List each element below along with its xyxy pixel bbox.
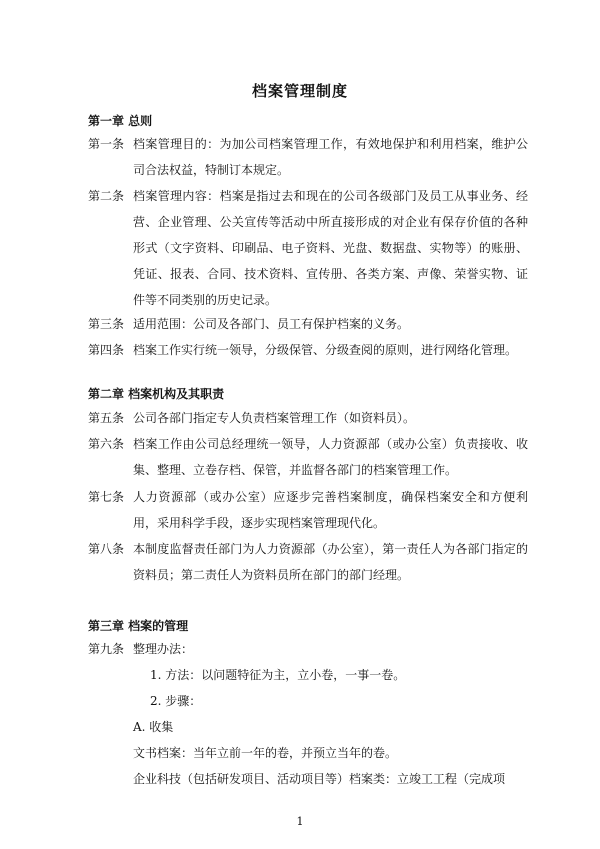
article bbox=[88, 536, 528, 588]
article-number: 第六条 bbox=[88, 437, 125, 451]
list-item: 企业科技（包括研发项目、活动项目等）档案类：立竣工工程（完成项 bbox=[133, 772, 506, 786]
article bbox=[88, 636, 528, 662]
article-text: 公司各部门指定专人负责档案管理工作（如资料员）。 bbox=[133, 411, 416, 425]
article-number: 第九条 bbox=[88, 642, 125, 656]
article-number: 第八条 bbox=[88, 542, 125, 556]
article-text: 整理办法： bbox=[133, 642, 194, 656]
chapter-heading: 第二章 档案机构及其职责 bbox=[88, 387, 225, 401]
article-number: 第五条 bbox=[88, 411, 125, 425]
article bbox=[88, 337, 528, 363]
article-text: 人力资源部（或办公室）应逐步完善档案制度，确保档案安全和方便利用，采用科学手段，逐步实现档案管理现代化。 bbox=[133, 490, 528, 530]
article bbox=[88, 431, 528, 483]
article bbox=[88, 311, 528, 337]
list-item: 2. 步骤： bbox=[150, 694, 202, 708]
article bbox=[88, 484, 528, 536]
article-number: 第一条 bbox=[88, 137, 125, 151]
article-number: 第二条 bbox=[88, 189, 125, 203]
article-text: 适用范围：公司及各部门、员工有保护档案的义务。 bbox=[133, 317, 410, 331]
article-number: 第七条 bbox=[88, 490, 125, 504]
article-text: 档案管理内容：档案是指过去和现在的公司各级部门及员工从事业务、经营、企业管理、公关宣传等活动中所直接形成的对企业有保存价值的各种形式（文字资料、印刷品、电子资料、光盘、数据盘、实物等）的账册、凭证、报表、合同、技术资料、宣传册、各类方案、声像、荣誉实物、证件等不同类别的历史记录。 bbox=[133, 189, 528, 307]
article-text: 档案工作实行统一领导，分级保管、分级查阅的原则，进行网络化管理。 bbox=[133, 343, 518, 357]
article bbox=[88, 183, 528, 313]
article bbox=[88, 131, 528, 183]
article-number: 第三条 bbox=[88, 317, 125, 331]
page-number: 1 bbox=[296, 815, 304, 828]
article bbox=[88, 405, 528, 431]
page-title: 档案管理制度 bbox=[251, 82, 348, 100]
list-item: 文书档案：当年立前一年的卷，并预立当年的卷。 bbox=[133, 746, 398, 760]
list-item: 1. 方法：以问题特征为主，立小卷，一事一卷。 bbox=[150, 668, 406, 682]
list-item: A. 收集 bbox=[133, 720, 174, 734]
article-text: 档案工作由公司总经理统一领导，人力资源部（或办公室）负责接收、收集、整理、立卷存档、保管，并监督各部门的档案管理工作。 bbox=[133, 437, 528, 477]
article-text: 本制度监督责任部门为人力资源部（办公室），第一责任人为各部门指定的资料员；第二责任人为资料员所在部门的部门经理。 bbox=[133, 542, 528, 582]
chapter-heading: 第三章 档案的管理 bbox=[88, 619, 189, 633]
chapter-heading: 第一章 总则 bbox=[88, 114, 153, 128]
article-number: 第四条 bbox=[88, 343, 125, 357]
article-text: 档案管理目的：为加公司档案管理工作，有效地保护和利用档案，维护公司合法权益，特制订本规定。 bbox=[133, 137, 528, 177]
